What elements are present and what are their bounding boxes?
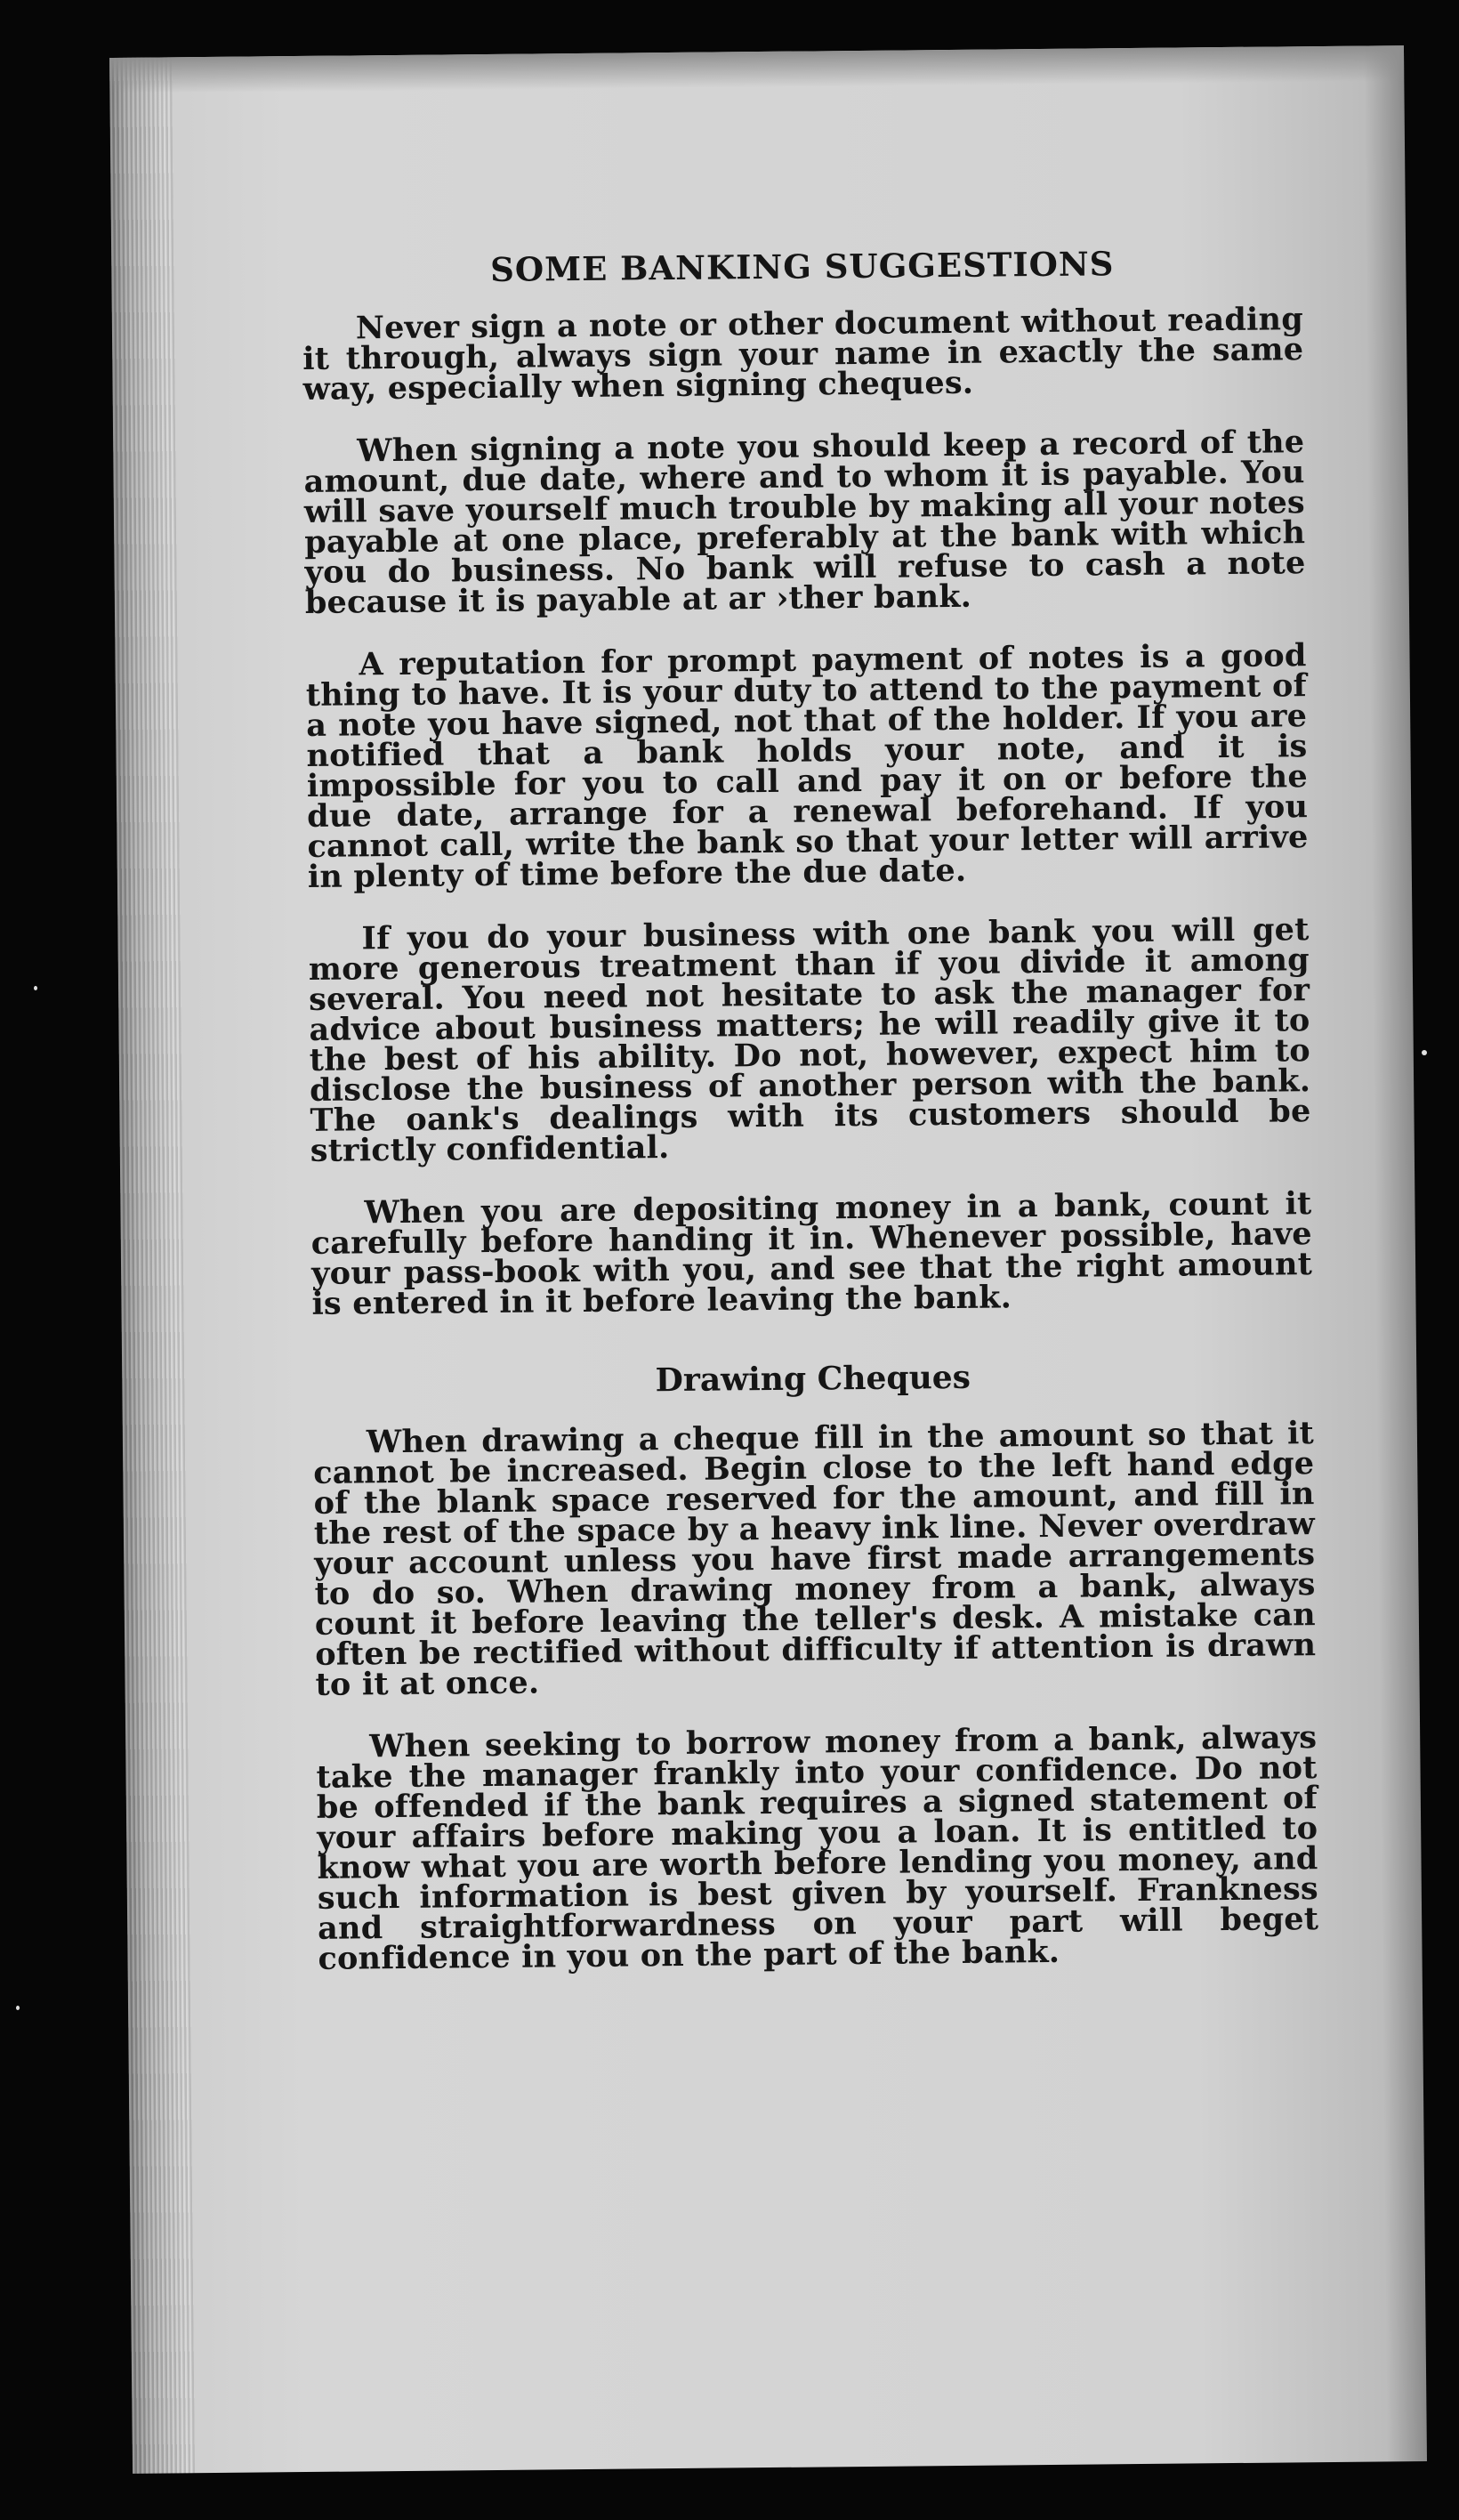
paragraph: A reputation for prompt payment of notes is a good thing to have. It is your duty to attend to the payment of a note you have signed, not that of the holder. If you are notified that a bank holds your note, and it is impossible for you to call and pay it on or before the due date, arrange for a renewal beforehand. If you cannot call, write the bank so that your letter will arrive in plenty of time before the due date. [305,637,1309,895]
page-content [302,244,1319,2007]
paragraph: Never sign a note or other document without reading it through, always sign your name in exactly the same way, especially when signing cheques. [302,301,1304,408]
book-page [109,45,1427,2474]
dust-speck [34,986,37,990]
dust-speck [1422,1050,1427,1055]
paragraph: When seeking to borrow money from a bank, always take the manager frankly into your confidence. Do not be offended if the bank requires a signed statement of your affairs before making you a loan. It is entitled to know what you are worth before lending you money, and such information is best given by yourself. Frankness and straightforwardness on your part will beget confidence in you on the part of the bank. [316,1719,1319,1977]
paragraph: When drawing a cheque fill in the amount so that it cannot be increased. Begin close to the left hand edge of the blank space reserved for the amount, and fill in the rest of the space by a heavy ink line. Never overdraw your account unless you have first made arrangements to do so. When drawing money from a bank, always count it before leaving the teller's desk. A mistake can often be rectified without difficulty if attention is drawn to it at once. [313,1415,1317,1703]
paragraph: When you are depositing money in a bank, count it carefully before handing it in. Whenever possible, have your pass-book with you, and see that the right amount is entered in it before leaving the bank. [310,1185,1313,1322]
page-title: SOME BANKING SUGGESTIONS [489,244,1115,289]
section-heading: Drawing Cheques [655,1358,971,1400]
paragraph: If you do your business with one bank you will get more generous treatment than if you divide it among several. You need not hesitate to ask the manager for advice about business matters; he will readily give it to the best of his ability. Do not, however, expect him to disclose the business of another person with the bank. The oank's dealings with its customers should be strictly confidential. [308,911,1311,1169]
dust-speck [16,2006,20,2010]
paragraph: When signing a note you should keep a record of the amount, due date, where and to whom it is payable. You will save yourself much trouble by making all your notes payable at one place, preferably at the bank with which you do business. No bank will refuse to cash a note because it is payable at ar ›ther bank. [303,424,1306,621]
